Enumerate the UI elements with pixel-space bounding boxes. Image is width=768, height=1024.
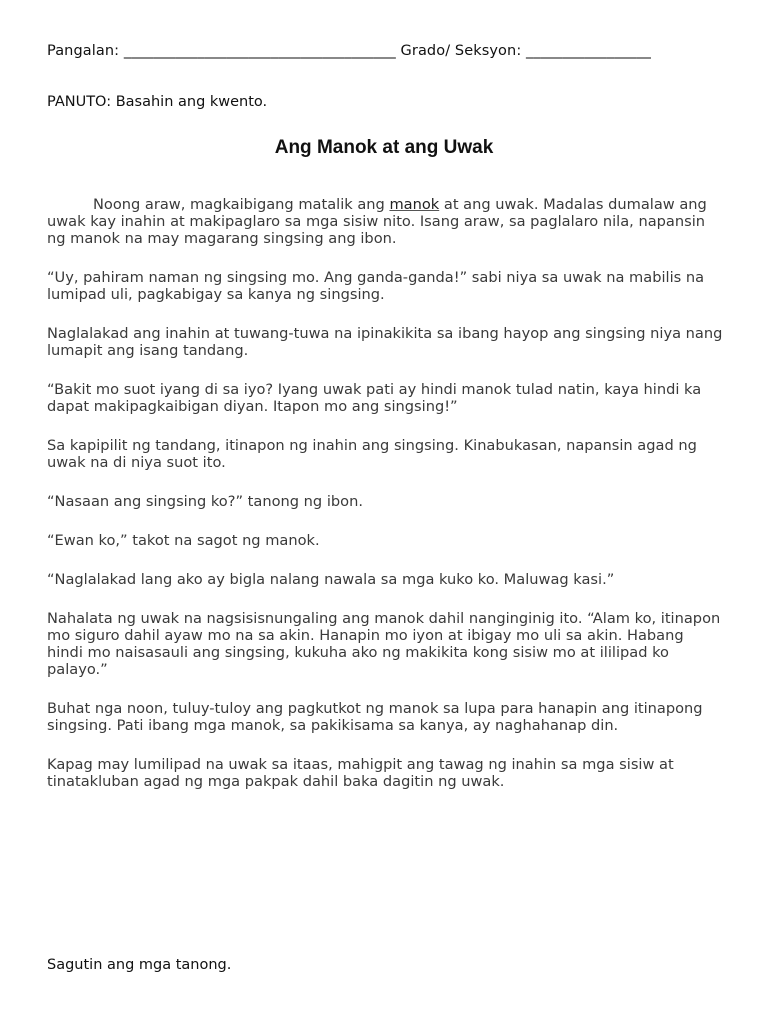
name-label: Pangalan: <box>47 43 120 59</box>
story-paragraph-5: Sa kapipilit ng tandang, itinapon ng inahin ang singsing. Kinabukasan, napansin agad ng uwak na di niya suot ito. <box>47 437 697 471</box>
story-paragraph-4: “Bakit mo suot iyang di sa iyo? Iyang uwak pati ay hindi manok tulad natin, kaya hindi ka dapat makipagkaibigan diyan. Itapon mo ang singsing!” <box>47 381 702 415</box>
student-info-line <box>47 43 651 59</box>
questions-heading: Sagutin ang mga tanong. <box>47 957 232 973</box>
grade-section-label: Grado/ Seksyon: <box>400 43 522 59</box>
p1-text-start: Noong araw, magkaibigang matalik ang <box>93 196 390 213</box>
story-paragraph-7: “Ewan ko,” takot na sagot ng manok. <box>47 532 320 549</box>
name-blank: _____________________________________ <box>123 43 396 59</box>
story-paragraph-10: Buhat nga noon, tuluy-tuloy ang pagkutkot ng manok sa lupa para hanapin ang itinapong singsing. Pati ibang mga manok, sa pakikisama sa kanya, ay naghahanap din. <box>47 700 703 734</box>
story-paragraph-6: “Nasaan ang singsing ko?” tanong ng ibon. <box>47 493 363 510</box>
story-body <box>47 196 723 812</box>
story-title: Ang Manok at ang Uwak <box>274 137 494 158</box>
story-paragraph-9: Nahalata ng uwak na nagsisisnungaling ang manok dahil nanginginig ito. “Alam ko, itinapon mo siguro dahil ayaw mo na sa akin. Hanapin mo iyon at ibigay mo uli sa akin. Habang hindi mo naisasauli ang singsing, kukuha ako ng makikita kong sisiw mo at ililipad ko palayo.” <box>47 610 721 678</box>
instruction-text: PANUTO: Basahin ang kwento. <box>47 94 268 110</box>
story-paragraph-3: Naglalakad ang inahin at tuwang-tuwa na ipinakikita sa ibang hayop ang singsing niya nang lumapit ang isang tandang. <box>47 325 723 359</box>
story-paragraph-11: Kapag may lumilipad na uwak sa itaas, mahigpit ang tawag ng inahin sa mga sisiw at tinatakluban agad ng mga pakpak dahil baka dagitin ng uwak. <box>47 756 674 790</box>
p1-text-end: at ang uwak. Madalas dumalaw ang uwak kay inahin at makipaglaro sa mga sisiw nito. Isang araw, sa paglalaro nila, napansin ng manok na may magarang singsing ang ibon. <box>47 196 707 247</box>
grade-section-blank: _________________ <box>526 43 651 59</box>
underlined-word: manok <box>389 196 440 213</box>
story-paragraph-8: “Naglalakad lang ako ay bigla nalang nawala sa mga kuko ko. Maluwag kasi.” <box>47 571 615 588</box>
story-paragraph-2: “Uy, pahiram naman ng singsing mo. Ang ganda-ganda!” sabi niya sa uwak na mabilis na lumipad uli, pagkabigay sa kanya ng singsing. <box>47 269 705 303</box>
story-paragraph-1 <box>47 196 723 247</box>
